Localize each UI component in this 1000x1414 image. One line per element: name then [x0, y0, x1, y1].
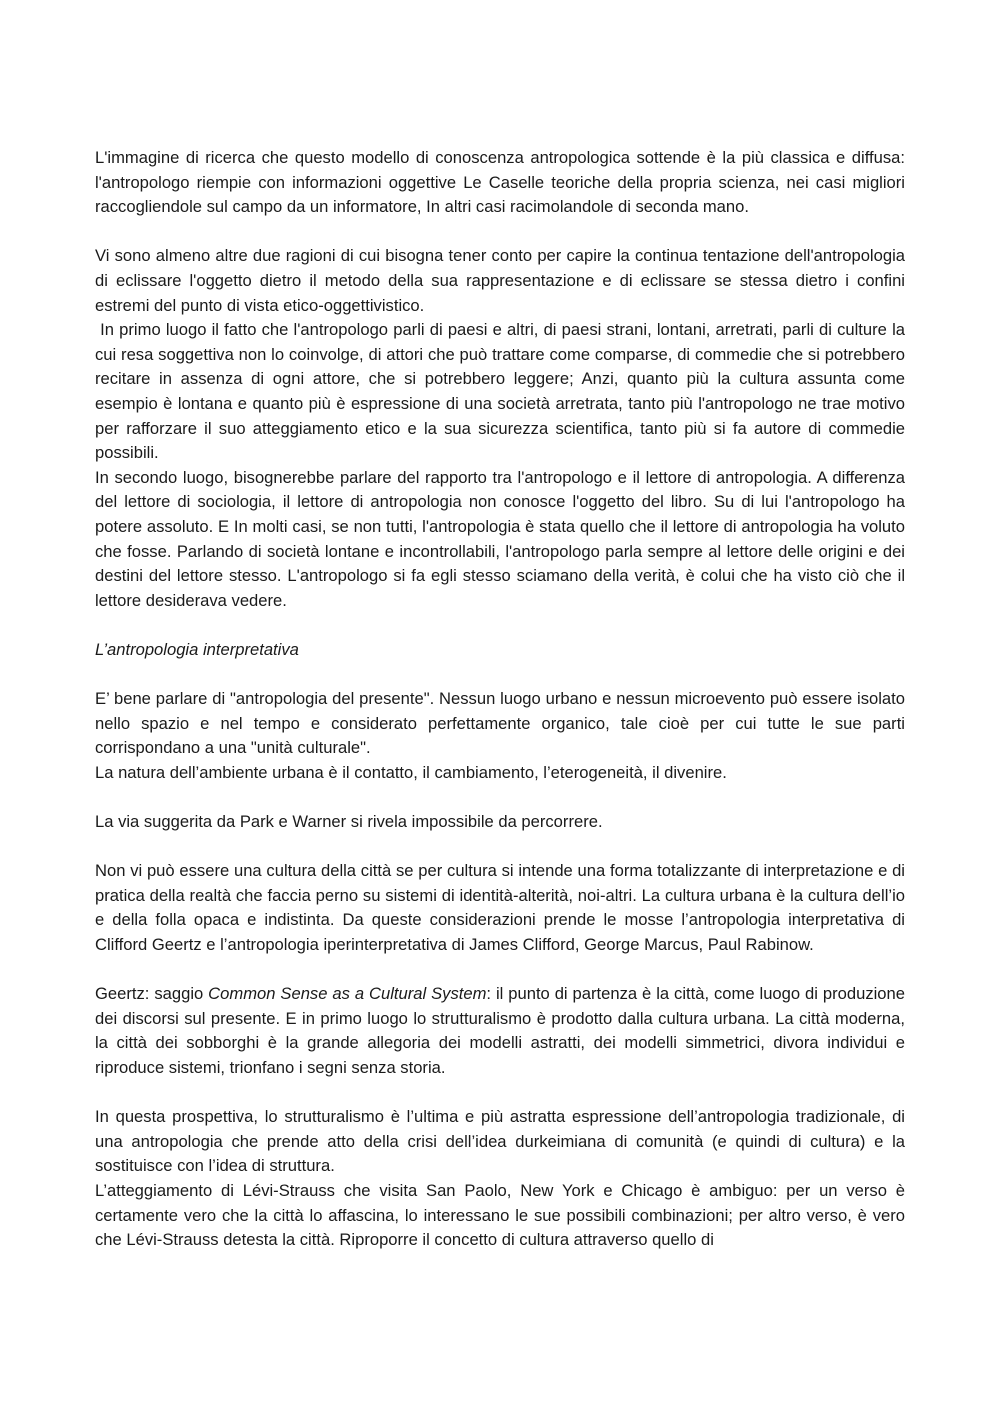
paragraph-first-reason: In primo luogo il fatto che l'antropologo parli di paesi e altri, di paesi strani, lontani, arretrati, parli di culture la cui resa soggettiva non lo coinvolge, di attori che può trattare come comparse, di commedie che si potrebbero recitare in assenza di ogni attore, che si potrebbero leggere; Anzi, quanto più la cultura assunta come esempio è lontana e quanto più è espressione di una società arretrata, tanto più l'antropologo ne trae motivo per rafforzare il suo atteggiamento etico e la sua sicurezza scientifica, tanto più si fa autore di commedie possibili.	[95, 320, 910, 463]
geertz-intro-text: Geertz: saggio	[95, 984, 209, 1004]
paragraph-geertz	[95, 982, 905, 1080]
paragraph-urban-nature: La natura dell’ambiente urbana è il contatto, il cambiamento, l’eterogeneità, il divenire.	[95, 762, 727, 782]
essay-title: Common Sense as a Cultural System	[208, 984, 487, 1004]
paragraph-park-warner: La via suggerita da Park e Warner si rivela impossibile da percorrere.	[95, 812, 603, 832]
paragraph-present-anthropology: E’ bene parlare di "antropologia del presente". Nessun luogo urbano e nessun microevento può essere isolato nello spazio e nel tempo e considerato perfettamente organico, tale cioè per cui tutte le sue parti corrispondano a una "unità culturale".	[95, 689, 905, 758]
paragraph-levi-strauss: L’atteggiamento di Lévi-Strauss che visita San Paolo, New York e Chicago è ambiguo: per un verso è certamente vero che la città lo affascina, lo interessano le sue possibili combinazioni; per altro verso, è vero che Lévi-Strauss detesta la città. Riproporre il concetto di cultura attraverso quello di	[95, 1180, 905, 1250]
paragraph-research-image: L'immagine di ricerca che questo modello di conoscenza antropologica sottende è la più classica e diffusa: l'antropologo riempie con informazioni oggettive Le Caselle teoriche della propria scienza, nei casi migliori raccogliendole sul campo da un informatore, In altri casi racimolandole di seconda mano.	[95, 148, 905, 217]
document-page	[95, 146, 910, 1253]
paragraph-structuralism: In questa prospettiva, lo strutturalismo è l’ultima e più astratta espressione dell’antropologia tradizionale, di una antropologia che prende atto della crisi dell’idea durkeimiana di comunità (e quindi di cultura) e la sostituisce con l’idea di struttura.	[95, 1107, 905, 1176]
section-heading: L’antropologia interpretativa	[95, 639, 299, 659]
geertz-body-text: : il punto di partenza è la città, come luogo di produzione dei discorsi sul presente. E in primo luogo lo strutturalismo è prodotto dalla cultura urbana. La città moderna, la città dei sobborghi è la grande allegoria dei modelli astratti, dei modelli simmetrici, divora individui e riproduce sistemi, trionfano i segni senza storia.	[95, 984, 905, 1077]
paragraph-two-reasons: Vi sono almeno altre due ragioni di cui bisogna tener conto per capire la continua tentazione dell'antropologia di eclissare l'oggetto dietro il metodo della sua rappresentazione e di eclissare se stessa dietro i confini estremi del punto di vista etico-oggettivistico.	[95, 246, 905, 315]
paragraph-second-reason: In secondo luogo, bisognerebbe parlare del rapporto tra l'antropologo e il lettore di antropologia. A differenza del lettore di sociologia, il lettore di antropologia non conosce l'oggetto del libro. Su di lui l'antropologo ha potere assoluto. E In molti casi, se non tutti, l'antropologia è stata quello che il lettore di antropologia ha voluto che fosse. Parlando di società lontane e incontrollabili, l'antropologo parla sempre al lettore delle origini e dei destini del lettore stesso. L'antropologo si fa egli stesso sciamano della verità, è colui che ha visto ciò che il lettore desiderava vedere.	[95, 467, 905, 610]
paragraph-city-culture: Non vi può essere una cultura della città se per cultura si intende una forma totalizzante di interpretazione e di pratica della realtà che faccia perno su sistemi di identità-alterità, noi-altri. La cultura urbana è la cultura dell’io e della folla opaca e indistinta. Da queste considerazioni prende le mosse l’antropologia interpretativa di Clifford Geertz e l’antropologia iperinterpretativa di James Clifford, George Marcus, Paul Rabinow.	[95, 861, 905, 954]
